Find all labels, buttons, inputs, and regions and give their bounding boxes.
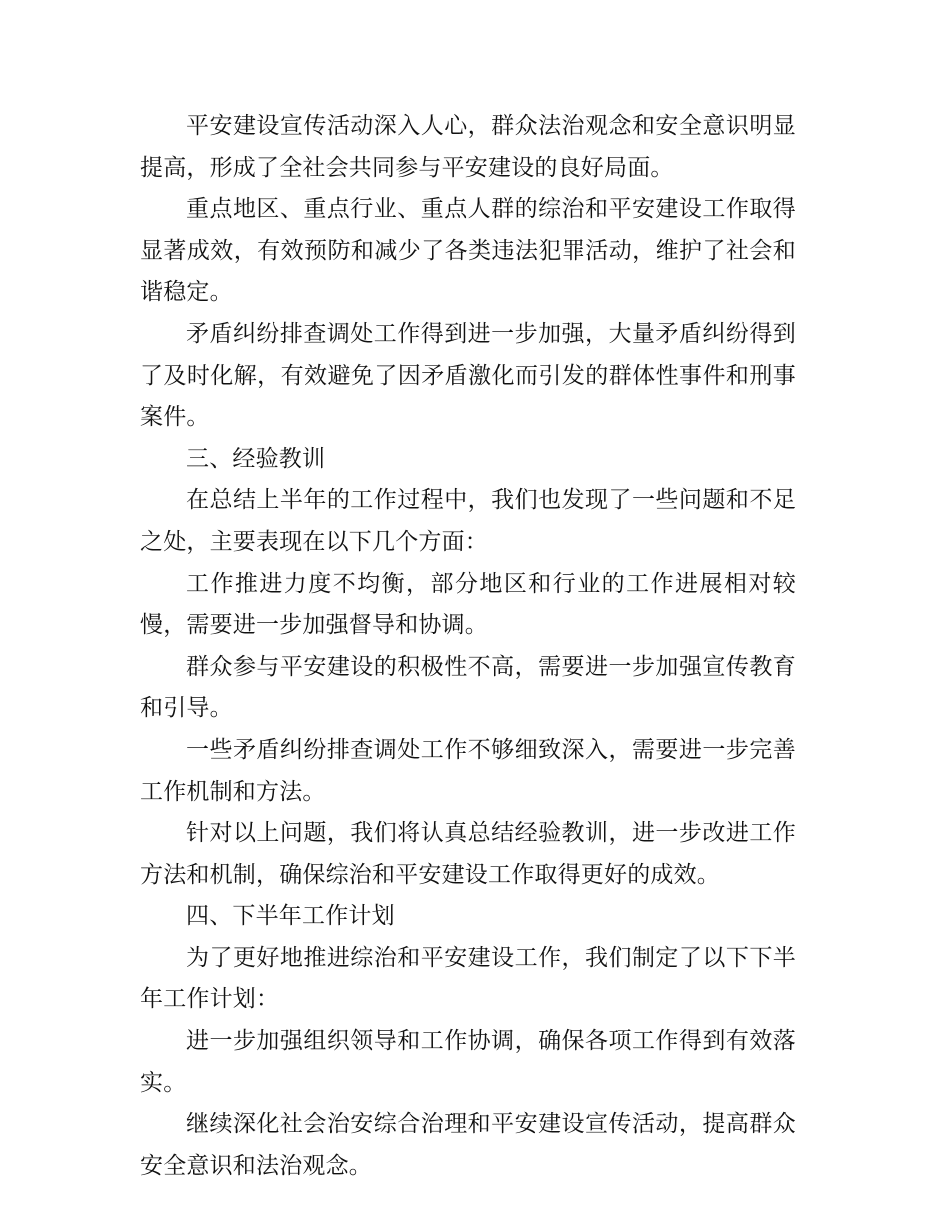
paragraph-plan-intro: 为了更好地推进综治和平安建设工作，我们制定了以下下半年工作计划： [140,944,796,1013]
paragraph-issue-uneven-progress: 工作推进力度不均衡，部分地区和行业的工作进展相对较慢，需要进一步加强督导和协调。 [140,570,796,639]
paragraph-issue-dispute-work: 一些矛盾纠纷排查调处工作不够细致深入，需要进一步完善工作机制和方法。 [140,736,796,805]
section-heading-lessons: 三、经验教训 [186,445,326,472]
paragraph-lessons-response: 针对以上问题，我们将认真总结经验教训，进一步改进工作方法和机制，确保综治和平安建设工作取得更好的成效。 [140,820,796,888]
paragraph-lessons-intro: 在总结上半年的工作过程中，我们也发现了一些问题和不足之处，主要表现在以下几个方面： [140,487,796,555]
paragraph-plan-leadership: 进一步加强组织领导和工作协调，确保各项工作得到有效落实。 [140,1028,796,1096]
document-body [140,106,796,1187]
paragraph-plan-publicity: 继续深化社会治安综合治理和平安建设宣传活动，提高群众安全意识和法治观念。 [140,1111,796,1179]
paragraph-publicity-results: 平安建设宣传活动深入人心，群众法治观念和安全意识明显提高，形成了全社会共同参与平安建设的良好局面。 [140,113,796,181]
section-heading-plan: 四、下半年工作计划 [186,903,395,930]
paragraph-dispute-resolution-results: 矛盾纠纷排查调处工作得到进一步加强，大量矛盾纠纷得到了及时化解，有效避免了因矛盾激化而引发的群体性事件和刑事案件。 [140,320,796,431]
paragraph-issue-low-participation: 群众参与平安建设的积极性不高，需要进一步加强宣传教育和引导。 [140,653,796,722]
paragraph-key-areas-results: 重点地区、重点行业、重点人群的综治和平安建设工作取得显著成效，有效预防和减少了各类违法犯罪活动，维护了社会和谐稳定。 [140,196,796,306]
